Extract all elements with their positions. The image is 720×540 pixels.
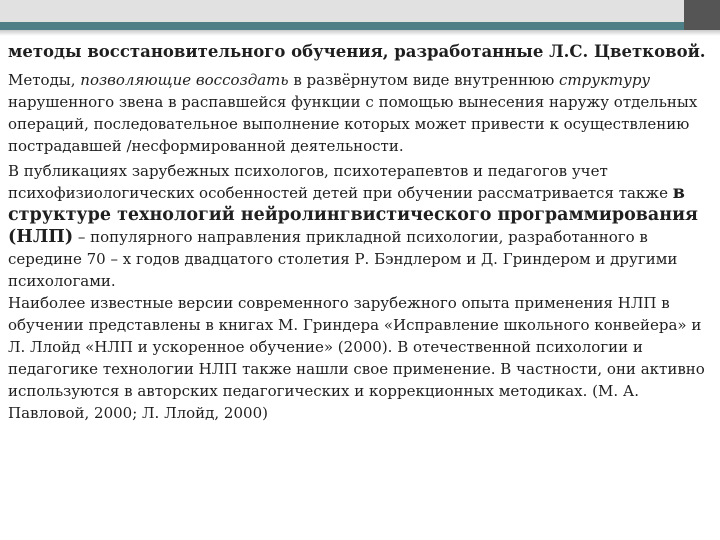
paragraph-methods-text-3: нарушенного звена в распавшейся функции с помощью вынесения наружу отдельных операций, последовательное выполнение которых может привести к осуществлению пострадавшей /несформированной деятельности.	[8, 93, 698, 155]
paragraph-methods-text-2: в развёрнутом виде внутреннюю	[288, 71, 560, 89]
paragraph-methods-emphasis-2: структуру	[559, 71, 651, 89]
top-bar-shadow	[0, 30, 720, 36]
top-bar-teal-stripe	[0, 22, 720, 30]
paragraph-nlp-text-2: – популярного направления прикладной психологии, разработанного в середине 70 – х годов двадцатого столетия Р. Бэндлером и Д. Гриндером и другими психологами.	[8, 228, 678, 290]
paragraph-nlp-experience: Наиболее известные версии современного зарубежного опыта применения НЛП в обучении представлены в книгах М. Гриндера «Исправление школьного конвейера» и Л. Ллойд «НЛП и ускоренное обучение» (2000). В отечественной психологии и педагогике технологии НЛП также нашли свое применение. В частности, они активно используются в авторских педагогических и коррекционных методиках. (М. А. Павловой, 2000; Л. Ллойд, 2000)	[8, 294, 705, 422]
top-bar-light-band	[0, 0, 720, 22]
slide-title: методы восстановительного обучения, разработанные Л.С. Цветковой.	[8, 42, 706, 61]
paragraph-methods	[8, 69, 708, 157]
paragraph-nlp-highlight: в структуре технологий нейролингвистического программирования (НЛП)	[8, 183, 698, 247]
slide-content	[8, 40, 708, 424]
top-bar-dark-corner	[684, 0, 720, 30]
paragraph-methods-emphasis-1: позволяющие воссоздать	[80, 71, 289, 89]
paragraph-methods-text-1: Методы,	[8, 71, 81, 89]
slide-top-bar	[0, 0, 720, 36]
paragraph-nlp-text-1: В публикациях зарубежных психологов, психотерапевтов и педагогов учет психофизиологических особенностей детей при обучении рассматривается также	[8, 162, 673, 202]
paragraph-nlp-publications	[8, 160, 708, 292]
